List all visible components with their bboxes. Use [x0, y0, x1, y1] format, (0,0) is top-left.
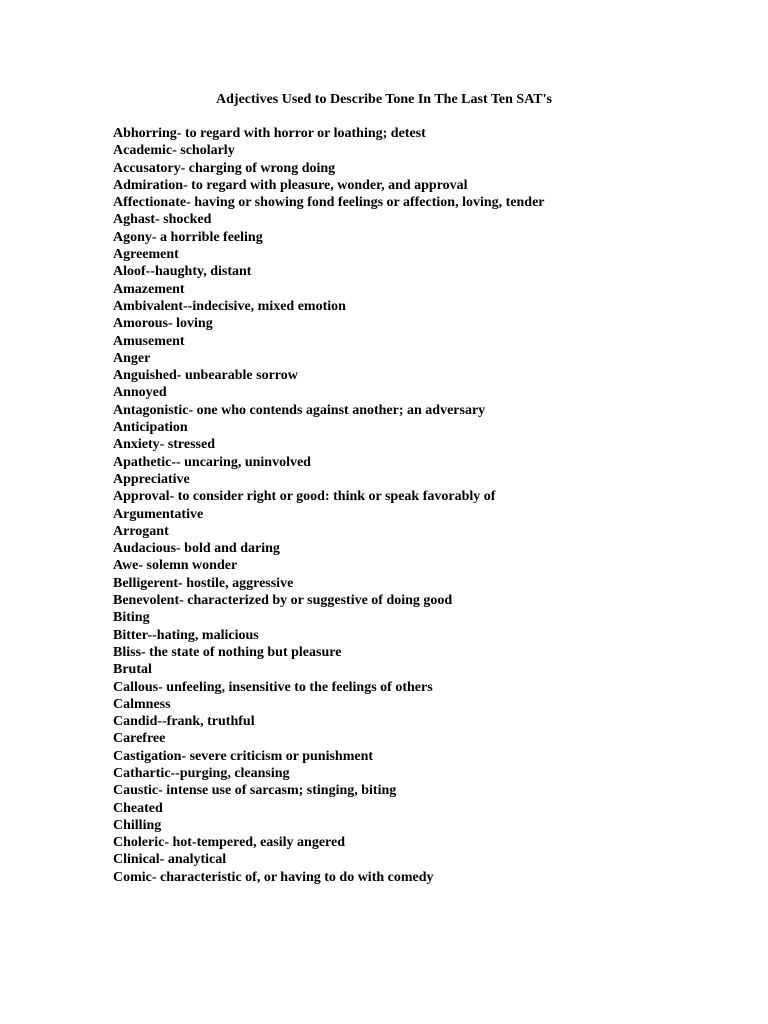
list-item: Arrogant — [113, 523, 169, 539]
list-item: Comic- characteristic of, or having to do with comedy — [113, 869, 434, 885]
list-item: Academic- scholarly — [113, 143, 235, 159]
list-item: Amusement — [113, 333, 185, 349]
list-item: Amazement — [113, 281, 185, 297]
list-item: Cathartic--purging, cleansing — [113, 765, 290, 781]
list-item: Candid--frank, truthful — [113, 714, 255, 730]
list-item: Accusatory- charging of wrong doing — [113, 160, 336, 176]
list-item: Brutal — [113, 662, 152, 678]
list-item: Clinical- analytical — [113, 852, 227, 868]
list-item: Anticipation — [113, 420, 188, 436]
list-item: Bliss- the state of nothing but pleasure — [113, 644, 342, 660]
list-item: Aghast- shocked — [113, 212, 212, 228]
list-item: Audacious- bold and daring — [113, 541, 280, 557]
document-title: Adjectives Used to Describe Tone In The Last Ten SAT's — [216, 92, 552, 107]
list-item: Anger — [113, 350, 151, 366]
list-item: Agony- a horrible feeling — [113, 229, 263, 245]
list-item: Annoyed — [113, 385, 167, 401]
list-item: Approval- to consider right or good: think or speak favorably of — [113, 489, 496, 505]
adjective-list — [113, 125, 545, 886]
list-item: Belligerent- hostile, aggressive — [113, 575, 294, 591]
list-item: Cheated — [113, 800, 163, 816]
list-item: Anxiety- stressed — [113, 437, 216, 453]
list-item: Amorous- loving — [113, 316, 213, 332]
list-item: Abhorring- to regard with horror or loathing; detest — [113, 126, 426, 141]
list-item: Calmness — [113, 696, 171, 712]
list-item: Carefree — [113, 731, 166, 747]
list-item: Anguished- unbearable sorrow — [113, 368, 298, 384]
list-item: Agreement — [113, 247, 179, 263]
list-item: Appreciative — [113, 471, 190, 487]
list-item: Callous- unfeeling, insensitive to the feelings of others — [113, 679, 433, 695]
list-item: Awe- solemn wonder — [113, 558, 238, 574]
list-item: Argumentative — [113, 506, 204, 522]
list-item: Caustic- intense use of sarcasm; stinging, biting — [113, 783, 397, 799]
list-item: Bitter--hating, malicious — [113, 627, 259, 643]
list-item: Benevolent- characterized by or suggestive of doing good — [113, 593, 453, 609]
list-item: Castigation- severe criticism or punishment — [113, 748, 374, 764]
list-item: Admiration- to regard with pleasure, wonder, and approval — [113, 177, 468, 193]
list-item: Apathetic-- uncaring, uninvolved — [113, 454, 311, 470]
list-item: Chilling — [113, 817, 162, 833]
list-item: Choleric- hot-tempered, easily angered — [113, 835, 345, 851]
list-item: Affectionate- having or showing fond feelings or affection, loving, tender — [113, 195, 545, 211]
list-item: Aloof--haughty, distant — [113, 264, 252, 280]
list-item: Ambivalent--indecisive, mixed emotion — [113, 298, 346, 314]
list-item: Antagonistic- one who contends against another; an adversary — [113, 402, 486, 418]
list-item: Biting — [113, 610, 150, 626]
